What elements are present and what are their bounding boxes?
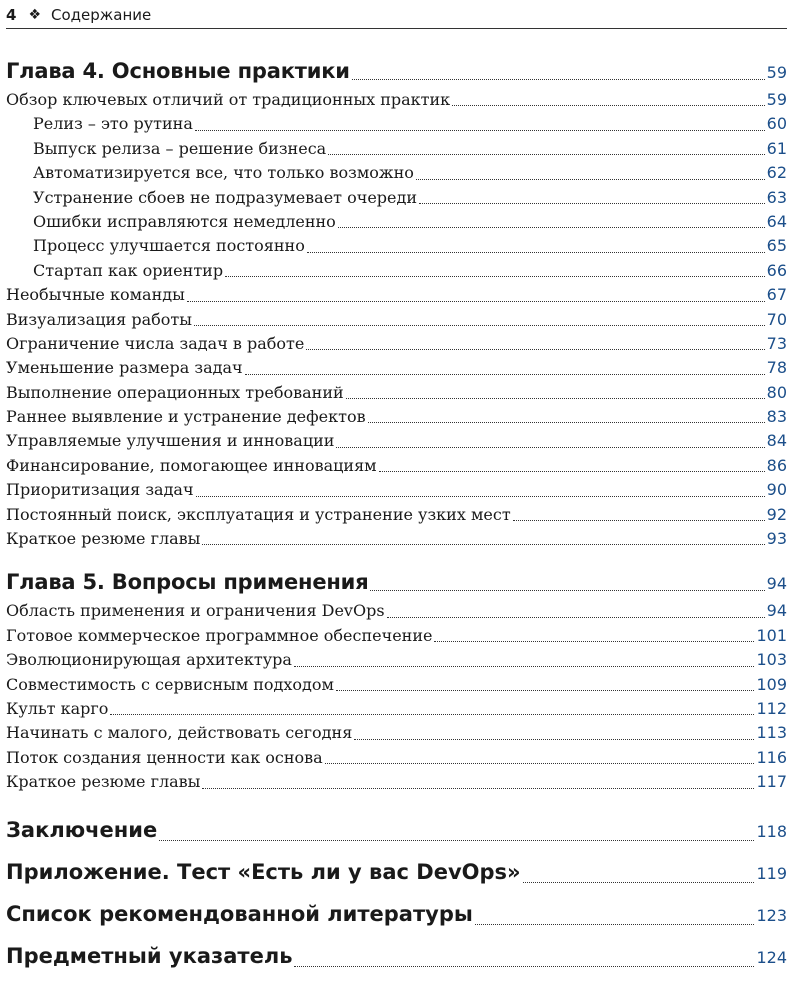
dot-leader bbox=[306, 348, 764, 350]
dot-leader bbox=[336, 446, 764, 448]
dot-leader bbox=[416, 178, 765, 180]
toc-entry-title: Приложение. Тест «Есть ли у вас DevOps» bbox=[6, 859, 521, 884]
toc-entry[interactable] bbox=[6, 527, 787, 551]
toc-entry-page[interactable]: 109 bbox=[756, 674, 787, 694]
chapter-section bbox=[6, 54, 787, 551]
toc-entry[interactable] bbox=[6, 673, 787, 697]
toc-subentry[interactable] bbox=[6, 112, 787, 136]
toc-entry[interactable] bbox=[6, 356, 787, 380]
toc-entry-title: Управляемые улучшения и инновации bbox=[6, 431, 335, 451]
toc-entry-page[interactable]: 113 bbox=[756, 723, 787, 743]
dot-leader bbox=[523, 881, 755, 883]
toc-entry-title: Выполнение операционных требований bbox=[6, 382, 344, 402]
toc-entry[interactable] bbox=[6, 770, 787, 794]
dot-leader bbox=[379, 470, 765, 472]
toc-entry-title: Стартап как ориентир bbox=[33, 260, 224, 280]
dot-leader bbox=[452, 104, 764, 106]
toc-entry-title: Процесс улучшается постоянно bbox=[33, 236, 305, 256]
toc-entry-title: Выпуск релиза – решение бизнеса bbox=[33, 138, 327, 158]
toc-entry-page[interactable]: 93 bbox=[766, 529, 787, 549]
toc-entry[interactable] bbox=[6, 746, 787, 770]
toc-entry-page[interactable]: 66 bbox=[766, 260, 787, 280]
dot-leader bbox=[196, 495, 765, 497]
dot-leader bbox=[307, 251, 765, 253]
ornament-icon: ❖ bbox=[28, 7, 41, 23]
toc-entry-title: Необычные команды bbox=[6, 285, 185, 305]
toc-entry[interactable] bbox=[6, 429, 787, 453]
dot-leader bbox=[202, 543, 764, 545]
toc-entry-title: Обзор ключевых отличий от традиционных практик bbox=[6, 90, 451, 109]
toc-entry-title: Постоянный поиск, эксплуатация и устранение узких мест bbox=[6, 504, 511, 524]
toc-entry-title: Ошибки исправляются немедленно bbox=[33, 211, 336, 231]
toc-entry-page[interactable]: 65 bbox=[766, 236, 787, 256]
back-matter-heading[interactable] bbox=[6, 893, 787, 935]
dot-leader bbox=[346, 397, 765, 399]
toc-entry-page[interactable]: 59 bbox=[766, 90, 787, 109]
dot-leader bbox=[475, 923, 755, 925]
back-matter-heading[interactable] bbox=[6, 935, 787, 977]
chapter-heading[interactable] bbox=[6, 54, 787, 88]
dot-leader bbox=[352, 78, 765, 80]
toc-entry-page[interactable]: 90 bbox=[766, 480, 787, 500]
toc-entry-title: Предметный указатель bbox=[6, 943, 293, 968]
toc-entry-title: Заключение bbox=[6, 817, 158, 842]
dot-leader bbox=[194, 324, 765, 326]
dot-leader bbox=[195, 129, 765, 131]
toc-entry-title: Краткое резюме главы bbox=[6, 772, 201, 792]
toc-entry-page[interactable]: 83 bbox=[766, 407, 787, 427]
toc-entry[interactable] bbox=[6, 283, 787, 307]
toc-entry[interactable] bbox=[6, 624, 787, 648]
toc-entry-title: Начинать с малого, действовать сегодня bbox=[6, 723, 353, 743]
header-title: Содержание bbox=[51, 6, 152, 24]
toc-entry[interactable] bbox=[6, 721, 787, 745]
toc-subentry[interactable] bbox=[6, 259, 787, 283]
toc-entry-page[interactable]: 117 bbox=[756, 772, 787, 792]
toc-subentry[interactable] bbox=[6, 161, 787, 185]
toc-entry-page[interactable]: 67 bbox=[766, 285, 787, 305]
toc-entry-page[interactable]: 94 bbox=[766, 574, 787, 594]
toc-entry[interactable] bbox=[6, 697, 787, 721]
dot-leader bbox=[354, 738, 754, 740]
toc-entry-page[interactable]: 119 bbox=[756, 863, 787, 883]
toc-entry[interactable] bbox=[6, 503, 787, 527]
toc-entry-page[interactable]: 64 bbox=[766, 211, 787, 231]
toc-entry-page[interactable]: 92 bbox=[766, 504, 787, 524]
toc-entry[interactable] bbox=[6, 308, 787, 332]
back-matter-heading[interactable] bbox=[6, 809, 787, 851]
dot-leader bbox=[159, 839, 754, 841]
toc-entry-page[interactable]: 80 bbox=[766, 382, 787, 402]
toc-entry[interactable] bbox=[6, 88, 787, 112]
toc-entry-title: Область применения и ограничения DevOps bbox=[6, 601, 385, 621]
dot-leader bbox=[225, 275, 765, 277]
toc-entry[interactable] bbox=[6, 599, 787, 623]
toc-entry[interactable] bbox=[6, 454, 787, 478]
toc-entry-page[interactable]: 86 bbox=[766, 455, 787, 475]
toc-entry-title: Глава 5. Вопросы применения bbox=[6, 570, 369, 595]
toc-entry-page[interactable]: 62 bbox=[766, 163, 787, 183]
dot-leader bbox=[338, 226, 765, 228]
dot-leader bbox=[387, 616, 765, 618]
toc-entry-title: Список рекомендованной литературы bbox=[6, 901, 473, 926]
toc-entry[interactable] bbox=[6, 332, 787, 356]
dot-leader bbox=[325, 762, 755, 764]
toc-entry-title: Глава 4. Основные практики bbox=[6, 59, 350, 83]
toc-entry[interactable] bbox=[6, 648, 787, 672]
toc-entry-page[interactable]: 73 bbox=[766, 333, 787, 353]
toc-entry-title: Приоритизация задач bbox=[6, 480, 194, 500]
back-matter-heading[interactable] bbox=[6, 851, 787, 893]
dot-leader bbox=[370, 589, 764, 591]
toc-entry-page[interactable]: 70 bbox=[766, 309, 787, 329]
toc-entry-page[interactable]: 60 bbox=[766, 114, 787, 134]
toc-entry-page[interactable]: 78 bbox=[766, 358, 787, 378]
toc-entry-page[interactable]: 116 bbox=[756, 747, 787, 767]
toc-entry[interactable] bbox=[6, 381, 787, 405]
dot-leader bbox=[419, 202, 765, 204]
page-number: 4 bbox=[6, 6, 17, 24]
dot-leader bbox=[336, 689, 754, 691]
toc-entry-title: Финансирование, помогающее инновациям bbox=[6, 455, 377, 475]
toc-entry-page[interactable]: 103 bbox=[756, 650, 787, 670]
dot-leader bbox=[245, 373, 765, 375]
toc-entry-title: Уменьшение размера задач bbox=[6, 358, 243, 378]
dot-leader bbox=[328, 153, 764, 155]
toc-entry-page[interactable]: 84 bbox=[766, 431, 787, 451]
dot-leader bbox=[368, 421, 765, 423]
toc-entry-title: Устранение сбоев не подразумевает очереди bbox=[33, 187, 418, 207]
dot-leader bbox=[294, 665, 755, 667]
dot-leader bbox=[110, 713, 754, 715]
toc-entry[interactable] bbox=[6, 478, 787, 502]
toc-entry-page[interactable]: 63 bbox=[766, 187, 787, 207]
dot-leader bbox=[187, 300, 765, 302]
toc-entry-page[interactable]: 59 bbox=[766, 63, 787, 82]
toc-entry-title: Ограничение числа задач в работе bbox=[6, 333, 305, 353]
toc-entry-title: Эволюционирующая архитектура bbox=[6, 650, 292, 670]
toc-entry-title: Готовое коммерческое программное обеспечение bbox=[6, 625, 433, 645]
table-of-contents bbox=[6, 54, 787, 977]
toc-subentry[interactable] bbox=[6, 186, 787, 210]
chapter-section bbox=[6, 565, 787, 794]
toc-entry-title: Раннее выявление и устранение дефектов bbox=[6, 407, 366, 427]
dot-leader bbox=[513, 519, 765, 521]
toc-subentry[interactable] bbox=[6, 234, 787, 258]
toc-entry-page[interactable]: 61 bbox=[766, 138, 787, 158]
running-header bbox=[6, 2, 787, 29]
toc-entry-title: Культ карго bbox=[6, 698, 109, 718]
dot-leader bbox=[202, 787, 754, 789]
toc-entry-title: Совместимость с сервисным подходом bbox=[6, 674, 334, 694]
toc-entry[interactable] bbox=[6, 405, 787, 429]
toc-entry-title: Релиз – это рутина bbox=[33, 114, 193, 134]
dot-leader bbox=[434, 640, 754, 642]
toc-entry-page[interactable]: 123 bbox=[756, 905, 787, 925]
toc-entry-title: Краткое резюме главы bbox=[6, 529, 201, 549]
toc-entry-page[interactable]: 94 bbox=[766, 601, 787, 621]
dot-leader bbox=[294, 965, 754, 967]
toc-entry-title: Визуализация работы bbox=[6, 309, 192, 329]
toc-subentry[interactable] bbox=[6, 137, 787, 161]
toc-entry-page[interactable]: 101 bbox=[756, 625, 787, 645]
toc-entry-page[interactable]: 118 bbox=[756, 821, 787, 841]
toc-entry-title: Автоматизируется все, что только возможно bbox=[33, 163, 414, 183]
toc-entry-title: Поток создания ценности как основа bbox=[6, 747, 323, 767]
toc-entry-page[interactable]: 124 bbox=[756, 947, 787, 967]
toc-entry-page[interactable]: 112 bbox=[756, 698, 787, 718]
back-matter bbox=[6, 809, 787, 977]
chapter-heading[interactable] bbox=[6, 565, 787, 599]
toc-subentry[interactable] bbox=[6, 210, 787, 234]
